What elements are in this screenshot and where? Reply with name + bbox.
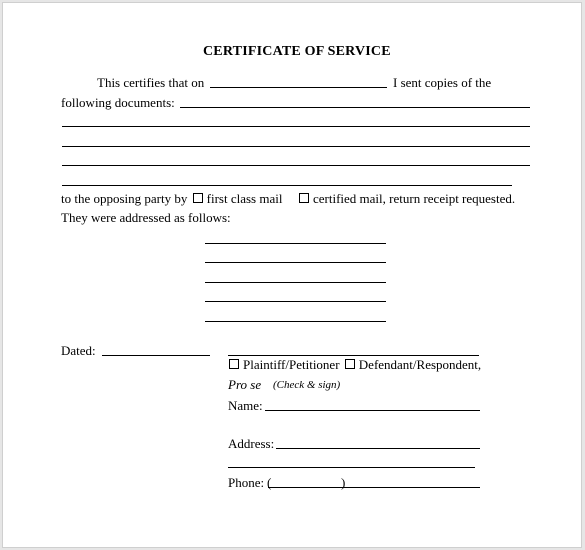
document-title: CERTIFICATE OF SERVICE [203,44,391,59]
plaintiff-label: Plaintiff/Petitioner [243,357,340,372]
defendant-checkbox[interactable] [345,359,355,369]
recipient-address-line-4[interactable] [205,301,386,302]
certified-mail-checkbox[interactable] [299,193,309,203]
certified-mail-label: certified mail, return receipt requested. [313,191,516,206]
address-field-2[interactable] [228,467,475,468]
signature-field[interactable] [228,355,479,356]
dated-label: Dated: [61,343,96,358]
dated-field[interactable] [102,355,210,356]
phone-label: Phone: [228,475,265,490]
phone-open-paren: ( [267,475,272,490]
first-class-mail-label: first class mail [206,191,283,206]
name-field[interactable] [265,410,480,411]
recipient-address-line-5[interactable] [205,321,386,322]
phone-close-paren: ) [341,475,346,490]
plaintiff-checkbox[interactable] [229,359,239,369]
first-class-mail-checkbox[interactable] [193,193,203,203]
service-date-field[interactable] [210,87,387,88]
documents-label: following documents: [61,95,175,110]
service-method-row [61,191,282,207]
address-field-1[interactable] [276,448,480,449]
check-sign-note: (Check & sign) [273,379,341,391]
documents-field-4[interactable] [62,165,530,166]
service-prefix: to the opposing party by [61,191,188,206]
documents-field-5[interactable] [62,185,512,186]
documents-field-3[interactable] [62,146,530,147]
defendant-label: Defendant/Respondent, [358,357,482,372]
intro-trail: I sent copies of the [393,75,492,90]
party-type-row [227,357,481,373]
addressed-label: They were addressed as follows: [61,210,231,225]
certified-mail-option [297,191,515,207]
certificate-page [2,2,582,548]
documents-field-1[interactable] [180,107,530,108]
recipient-address-line-1[interactable] [205,243,386,244]
recipient-address-line-2[interactable] [205,262,386,263]
documents-field-2[interactable] [62,126,530,127]
name-label: Name: [228,398,263,413]
recipient-address-line-3[interactable] [205,282,386,283]
intro-lead: This certifies that on [97,75,205,90]
pro-se-label: Pro se [228,377,262,392]
address-label: Address: [228,436,275,451]
phone-field[interactable] [268,487,480,488]
